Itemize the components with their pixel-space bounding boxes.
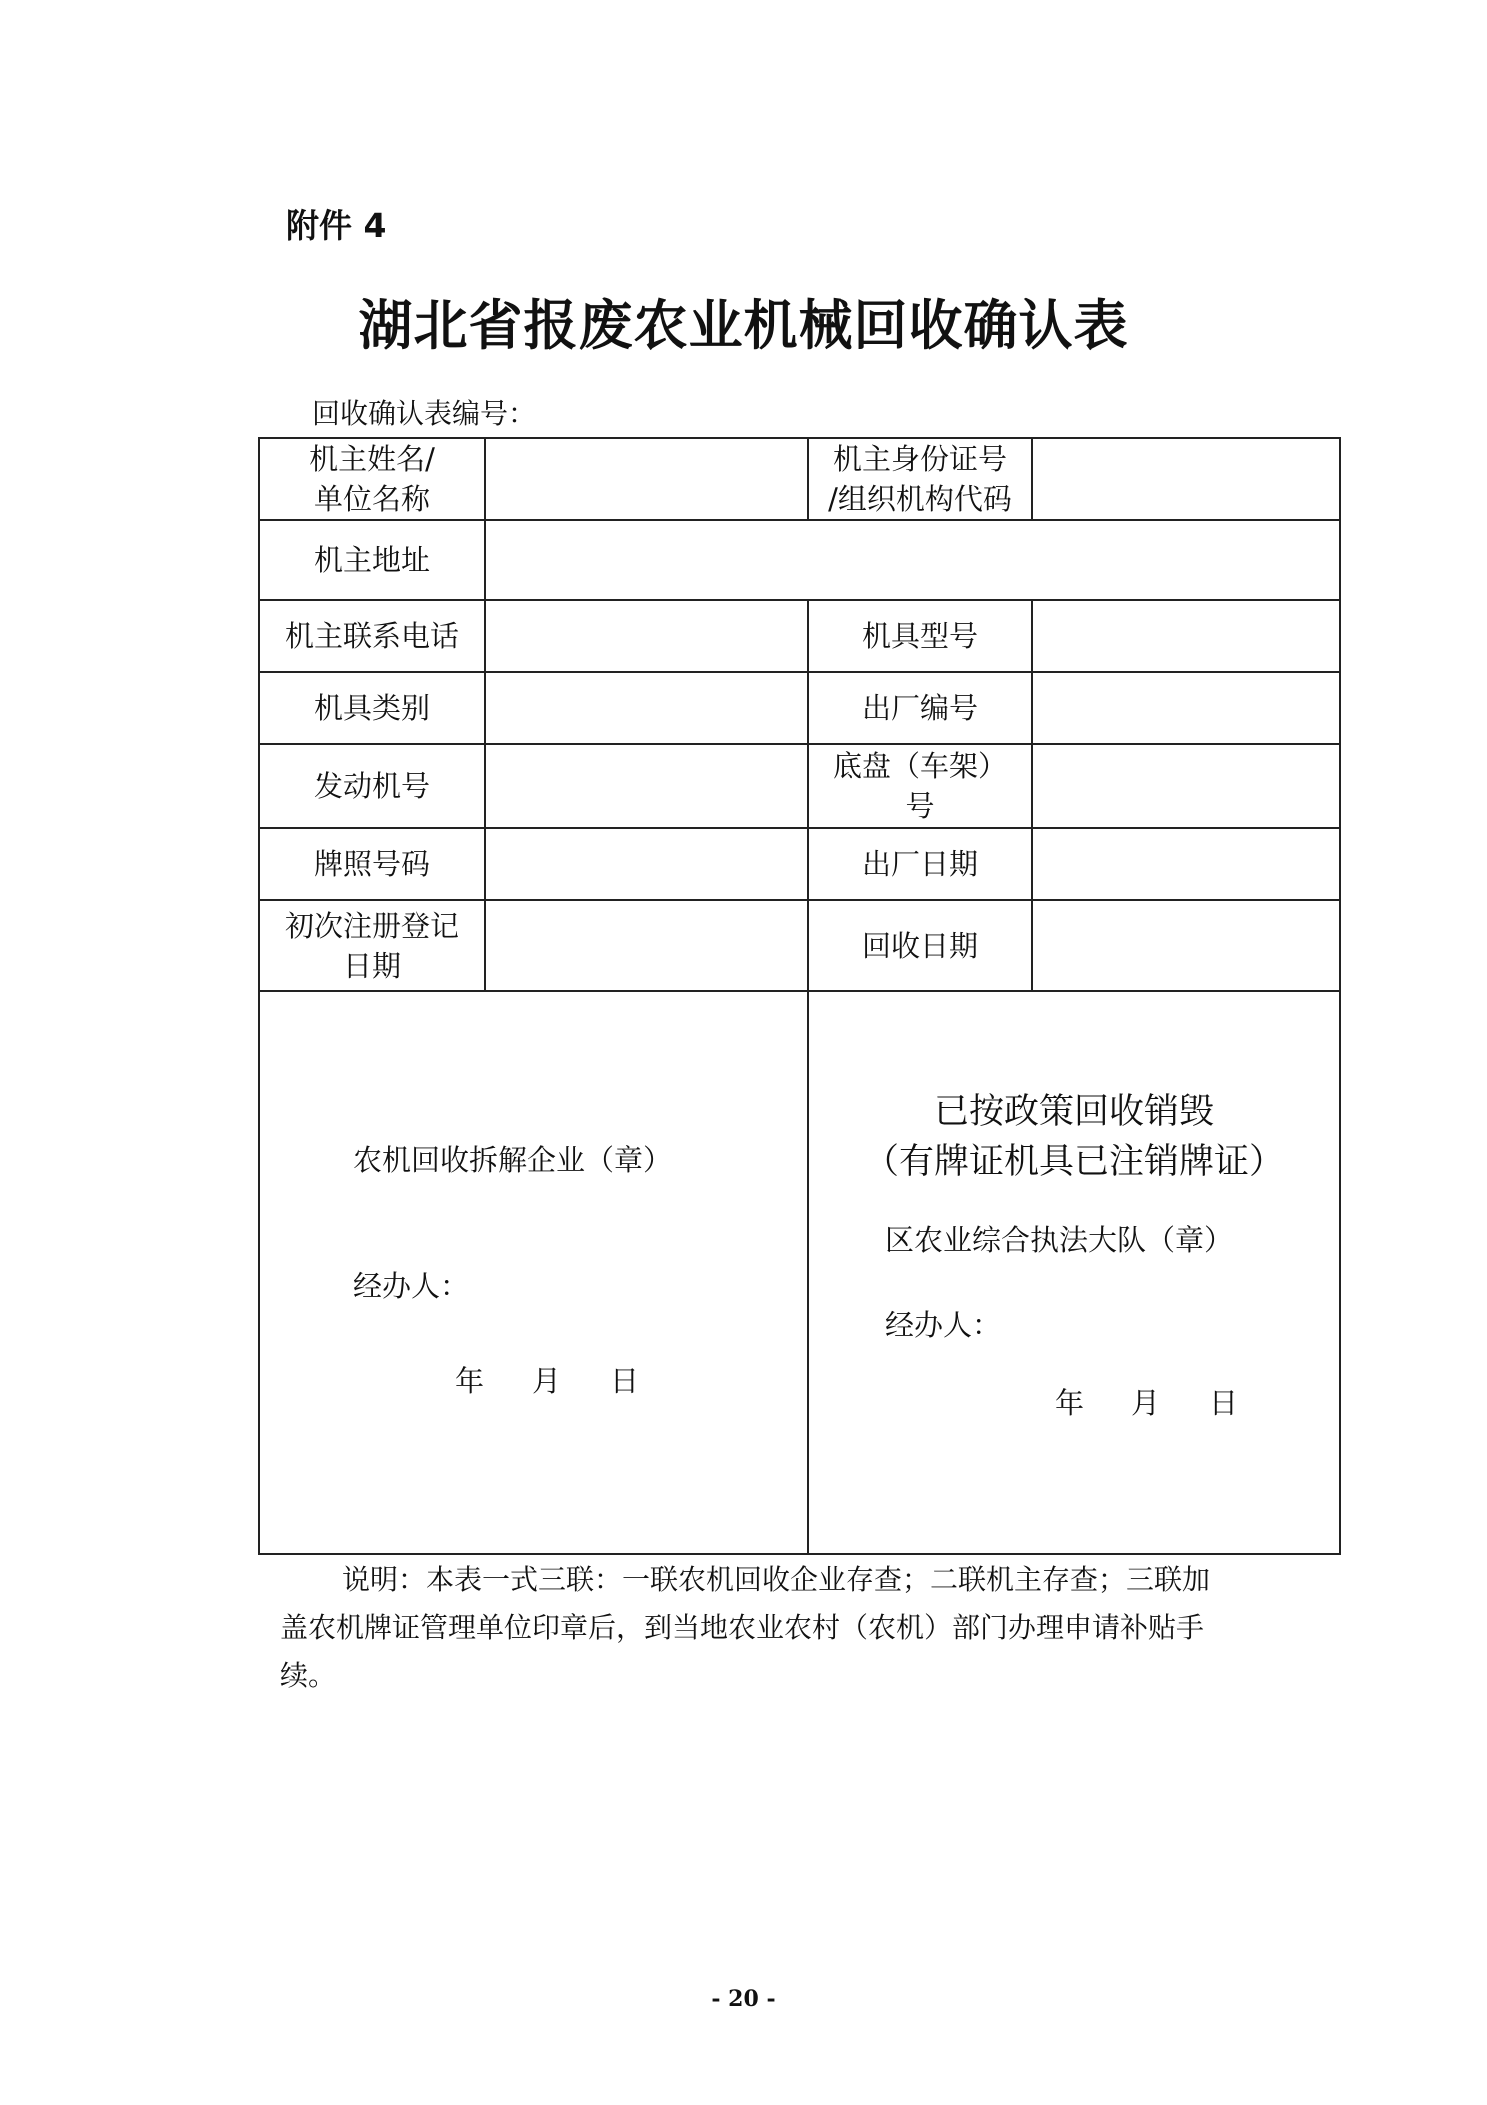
owner-name-label-line1: 机主姓名/ — [309, 442, 435, 476]
note-line-1: 说明：本表一式三联：一联农机回收企业存查；二联机主存查；三联加 — [342, 1563, 1211, 1596]
company-date-year: 年 — [455, 1364, 485, 1398]
destruction-declaration-line2: （有牌证机具已注销牌证） — [863, 1142, 1284, 1182]
recycle-date-value[interactable] — [1032, 900, 1340, 991]
form-row-owner — [259, 438, 1340, 520]
chassis-number-label — [808, 744, 1032, 828]
factory-date-value[interactable] — [1032, 828, 1340, 900]
factory-date-label: 出厂日期 — [808, 828, 1032, 900]
form-number-label: 回收确认表编号： — [312, 397, 537, 430]
recycle-date-label: 回收日期 — [808, 900, 1032, 991]
team-handler-label: 经办人： — [885, 1308, 1002, 1342]
owner-id-label — [808, 438, 1032, 520]
destruction-declaration-line1: 已按政策回收销毁 — [933, 1092, 1214, 1132]
form-explanation-note — [280, 1556, 1310, 1700]
owner-phone-value[interactable] — [485, 600, 808, 672]
owner-id-label-line2: /组织机构代码 — [828, 482, 1012, 516]
plate-number-label: 牌照号码 — [259, 828, 485, 900]
machine-model-label: 机具型号 — [808, 600, 1032, 672]
form-row-address — [259, 520, 1340, 600]
owner-name-value[interactable] — [485, 438, 808, 520]
machine-model-value[interactable] — [1032, 600, 1340, 672]
confirmation-form-table — [258, 437, 1341, 1555]
team-date-year: 年 — [1055, 1386, 1085, 1420]
engine-number-label: 发动机号 — [259, 744, 485, 828]
attachment-label: 附件 4 — [286, 206, 387, 245]
form-row-plate — [259, 828, 1340, 900]
company-handler-label: 经办人： — [353, 1269, 470, 1303]
company-date-month: 月 — [532, 1364, 562, 1398]
first-registration-date-label — [259, 900, 485, 991]
recycling-company-signature-area[interactable] — [259, 991, 808, 1554]
form-row-engine — [259, 744, 1340, 828]
note-line-2: 盖农机牌证管理单位印章后，到当地农业农村（农机）部门办理申请补贴手 — [280, 1611, 1205, 1644]
team-date-month: 月 — [1131, 1386, 1161, 1420]
team-date-day: 日 — [1209, 1386, 1239, 1420]
owner-address-value[interactable] — [485, 520, 1340, 600]
plate-number-value[interactable] — [485, 828, 808, 900]
law-enforcement-signature-area[interactable] — [808, 991, 1340, 1554]
machine-category-value[interactable] — [485, 672, 808, 744]
owner-address-label: 机主地址 — [259, 520, 485, 600]
company-date-day: 日 — [610, 1364, 640, 1398]
factory-number-value[interactable] — [1032, 672, 1340, 744]
company-seal-label: 农机回收拆解企业（章） — [353, 1143, 673, 1177]
chassis-number-value[interactable] — [1032, 744, 1340, 828]
form-row-signatures — [259, 991, 1340, 1554]
machine-category-label: 机具类别 — [259, 672, 485, 744]
first-registration-label-line2: 日期 — [342, 948, 401, 983]
first-registration-date-value[interactable] — [485, 900, 808, 991]
owner-name-label — [259, 438, 485, 520]
owner-id-label-line1: 机主身份证号 — [832, 442, 1007, 476]
team-seal-label: 区农业综合执法大队（章） — [885, 1223, 1234, 1257]
chassis-number-label-line1: 底盘（车架） — [832, 749, 1007, 783]
form-title: 湖北省报废农业机械回收确认表 — [358, 294, 1129, 357]
owner-name-label-line2: 单位名称 — [313, 482, 430, 516]
engine-number-value[interactable] — [485, 744, 808, 828]
factory-number-label: 出厂编号 — [808, 672, 1032, 744]
form-row-registration — [259, 900, 1340, 991]
chassis-number-label-line2: 号 — [905, 789, 935, 823]
form-row-phone — [259, 600, 1340, 672]
owner-id-value[interactable] — [1032, 438, 1340, 520]
form-row-category — [259, 672, 1340, 744]
first-registration-label-line1: 初次注册登记 — [284, 908, 459, 943]
page-number: - 20 - — [711, 1986, 776, 2012]
owner-phone-label: 机主联系电话 — [259, 600, 485, 672]
note-line-3: 续。 — [280, 1659, 337, 1692]
